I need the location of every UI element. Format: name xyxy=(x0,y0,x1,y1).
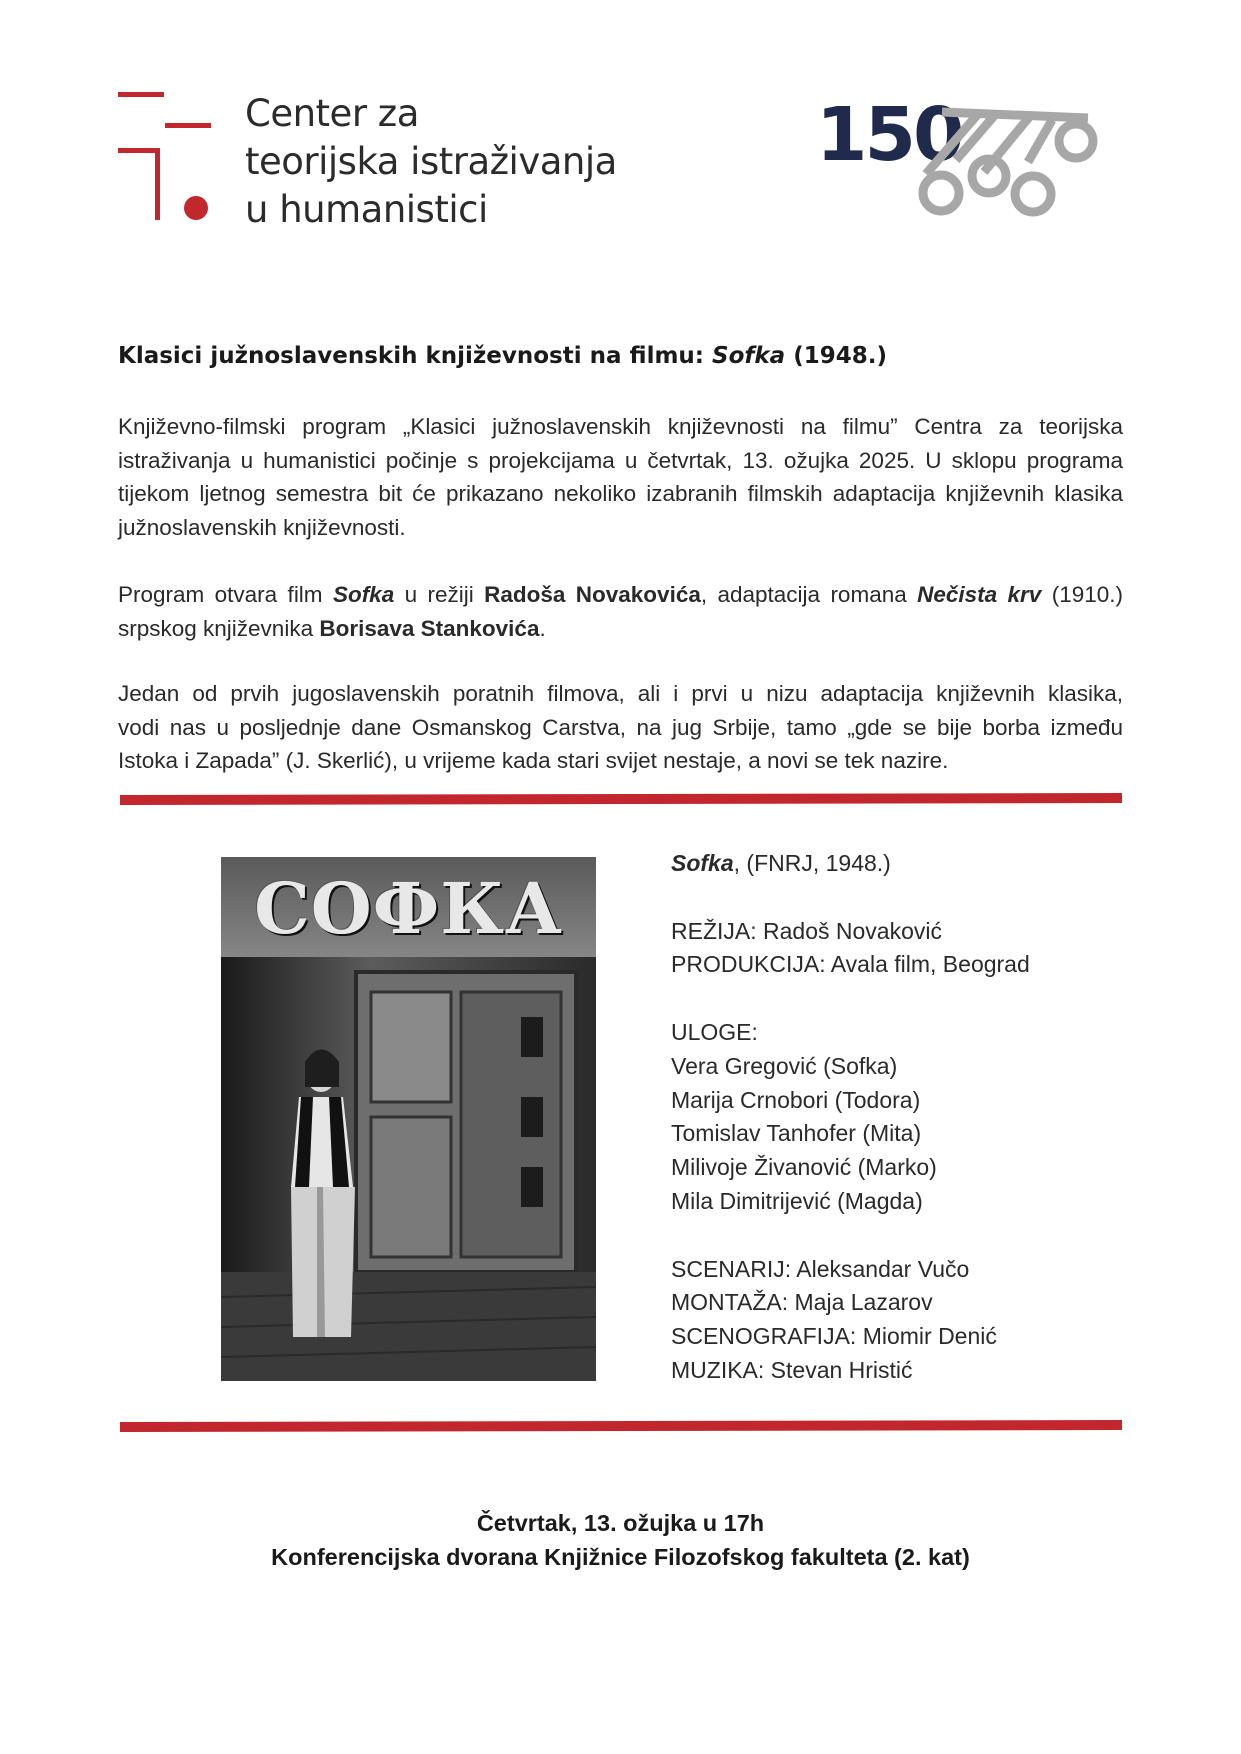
credits-production: PRODUKCIJA: Avala film, Beograd xyxy=(671,951,1030,978)
program-text: Program otvara film xyxy=(118,582,333,607)
credits-film-meta: , (FNRJ, 1948.) xyxy=(733,850,891,876)
credits-film-line xyxy=(671,847,1030,881)
credits-screenplay: SCENARIJ: Aleksandar Vučo xyxy=(671,1255,970,1282)
program-text: u režiji xyxy=(394,582,485,607)
credits-role: Tomislav Tanhofer (Mita) xyxy=(671,1120,922,1147)
credits-music: MUZIKA: Stevan Hristić xyxy=(671,1356,913,1383)
credits-set-design: SCENOGRAFIJA: Miomir Denić xyxy=(671,1323,997,1350)
film-poster xyxy=(221,857,596,1381)
institution-name xyxy=(245,90,617,234)
program-author: Borisava Stankovića xyxy=(319,615,540,641)
credits-role: Marija Crnobori (Todora) xyxy=(671,1086,921,1113)
program-film-name: Sofka xyxy=(332,582,395,607)
institution-name-line: teorijska istraživanja xyxy=(245,140,617,183)
program-text: . xyxy=(539,615,546,641)
poster-title: СОФКА xyxy=(254,867,563,950)
institution-name-line: u humanistici xyxy=(245,188,488,231)
program-text: (1910.) xyxy=(1041,582,1123,607)
program-text: , adaptacija romana xyxy=(700,582,918,607)
program-line xyxy=(118,578,1123,612)
anniversary-logo xyxy=(816,98,1116,222)
credits-directing: REŽIJA: Radoš Novaković xyxy=(671,917,942,944)
film-credits xyxy=(671,847,1030,1388)
title-suffix: (1948.) xyxy=(785,343,888,369)
title-film-name: Sofka xyxy=(712,343,786,369)
anniversary-number: 150 xyxy=(816,98,962,178)
context-line: Istoka i Zapada” (J. Skerlić), u vrijeme kada stari svijet nestaje, a novi se tek nazire. xyxy=(118,748,949,773)
credits-roles-heading: ULOGE: xyxy=(671,1018,758,1045)
credits-role: Mila Dimitrijević (Magda) xyxy=(671,1187,923,1214)
institution-logo xyxy=(118,92,618,232)
program-line xyxy=(118,612,1123,646)
divider-rule xyxy=(120,1420,1122,1432)
institution-name-line: Center za xyxy=(245,92,419,135)
program-novel-title: Nečista krv xyxy=(917,582,1042,607)
spacer xyxy=(671,1219,1030,1253)
credits-role: Milivoje Živanović (Marko) xyxy=(671,1154,937,1181)
intro-paragraph: Književno-filmski program „Klasici južnoslavenskih književnosti na filmu” Centra za teorijska istraživanja u humanistici počinje s projekcijama u četvrtak, 13. ožujka 2025. U sklopu programa tijekom ljetnog semestra bit će prikazano nekoliko izabranih filmskih adaptacija književnih klasika južnoslavenskih književnosti. xyxy=(118,414,1123,540)
context-line: vodi nas u posljednje dane Osmanskog Carstva, na jug Srbije, tamo „gde se bije borba između xyxy=(118,714,1123,740)
credits-role: Vera Gregović (Sofka) xyxy=(671,1052,898,1079)
spacer xyxy=(671,982,1030,1016)
event-venue: Konferencijska dvorana Knjižnice Filozofskog fakulteta (2. kat) xyxy=(271,1544,970,1570)
program-text: srpskog književnika xyxy=(118,615,320,641)
program-director: Radoša Novakovića xyxy=(484,582,701,607)
page-title xyxy=(118,343,887,369)
divider-rule xyxy=(120,793,1122,805)
institution-logo-mark xyxy=(118,92,214,222)
context-line: Jedan od prvih jugoslavenskih poratnih filmova, ali i prvi u nizu adaptacija književnih klasika, xyxy=(118,681,1123,706)
program-paragraph xyxy=(118,578,1123,645)
credits-film-name: Sofka xyxy=(671,850,734,876)
event-date-time: Četvrtak, 13. ožujka u 17h xyxy=(476,1510,765,1536)
context-paragraph xyxy=(118,677,1123,778)
credits-editing: MONTAŽA: Maja Lazarov xyxy=(671,1289,933,1316)
spacer xyxy=(671,881,1030,915)
title-prefix: Klasici južnoslavenskih književnosti na filmu: xyxy=(118,343,713,369)
